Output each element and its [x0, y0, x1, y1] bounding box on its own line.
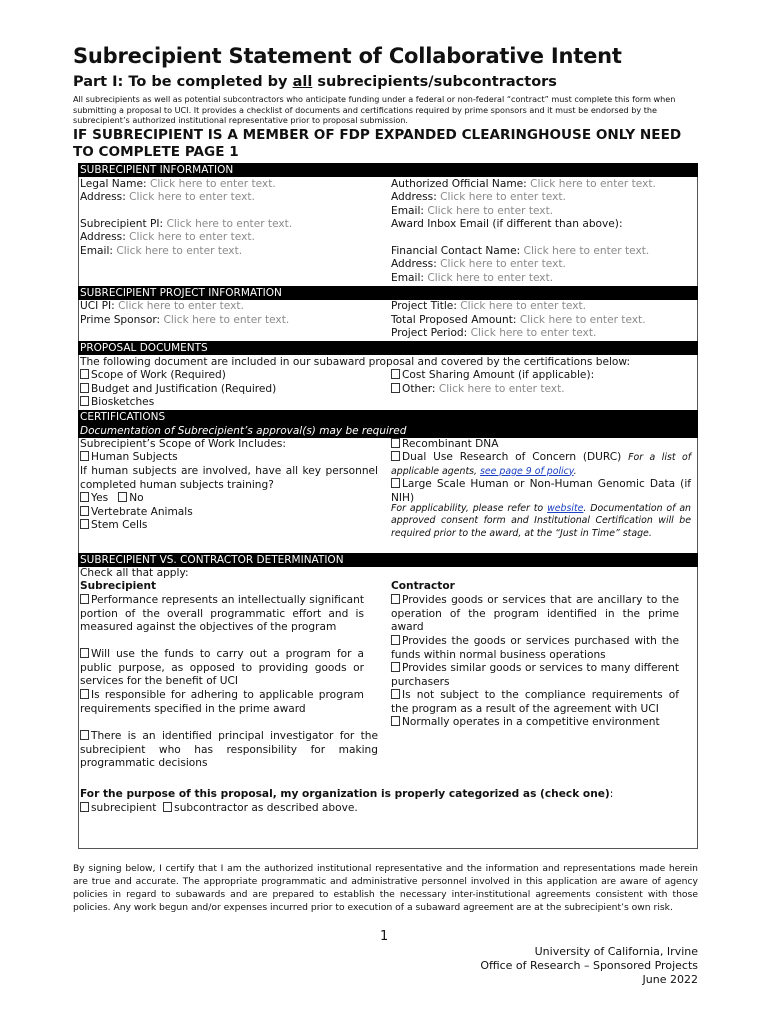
stem-cells-row: Stem Cells — [80, 519, 147, 533]
page-title: Subrecipient Statement of Collaborative Intent — [73, 44, 622, 68]
uci-pi-field[interactable]: Click here to enter text. — [118, 300, 244, 312]
authorized-official-field[interactable]: Click here to enter text. — [530, 178, 656, 190]
genomic-checkbox[interactable] — [391, 478, 400, 488]
part-one-heading: Part I: To be completed by all subrecipients/subcontractors — [73, 74, 557, 90]
total-amount-row: Total Proposed Amount: Click here to enter text. — [391, 314, 646, 326]
ao-email-row: Email: Click here to enter text. — [391, 205, 554, 217]
subrecipient-option-checkbox[interactable] — [80, 802, 89, 812]
pi-address-row: Address: Click here to enter text. — [80, 231, 255, 243]
check-all-label: Check all that apply: — [80, 567, 189, 579]
ao-address-field[interactable]: Click here to enter text. — [440, 191, 566, 203]
yes-checkbox[interactable] — [80, 492, 89, 502]
project-period-field[interactable]: Click here to enter text. — [470, 327, 597, 339]
con-item-1: Provides goods or services that are ancillary to the operation of the program identified in the prime award — [391, 594, 679, 633]
recombinant-checkbox[interactable] — [391, 438, 400, 448]
financial-contact-row: Financial Contact Name: Click here to enter text. — [391, 245, 650, 257]
sub-item-4: There is an identified principal investigator for the subrecipient who has responsibility for making programmatic decisions — [80, 730, 378, 769]
no-checkbox[interactable] — [118, 492, 127, 502]
financial-contact-field[interactable]: Click here to enter text. — [523, 245, 650, 257]
con-item-5: Normally operates in a competitive environment — [391, 716, 660, 730]
con-item-3-checkbox[interactable] — [391, 662, 400, 672]
fin-email-field[interactable]: Click here to enter text. — [427, 272, 554, 284]
uci-pi-row: UCI PI: Click here to enter text. — [80, 300, 244, 312]
cost-sharing-row: Cost Sharing Amount (if applicable): — [391, 369, 594, 383]
vertebrate-checkbox[interactable] — [80, 506, 89, 516]
other-row: Other: Click here to enter text. — [391, 383, 565, 397]
subrecipient-pi-row: Subrecipient PI: Click here to enter text. — [80, 218, 293, 230]
human-subjects-checkbox[interactable] — [80, 451, 89, 461]
section-certifications: CERTIFICATIONS Documentation of Subrecipient’s approval(s) may be required — [78, 410, 698, 438]
revision-date: June 2022 — [642, 972, 698, 986]
subrecipient-pi-field[interactable]: Click here to enter text. — [166, 218, 293, 230]
con-item-1-checkbox[interactable] — [391, 594, 400, 604]
durc-policy-link[interactable]: see page 9 of policy — [480, 465, 574, 477]
legal-name-field[interactable]: Click here to enter text. — [149, 178, 276, 190]
pi-email-field[interactable]: Click here to enter text. — [116, 245, 243, 257]
section-determination: SUBRECIPIENT VS. CONTRACTOR DETERMINATION — [78, 553, 698, 567]
applicability-note: For applicability, please refer to website. Documentation of an approved consent form and Institutional Certification will be required prior to the award, at the “Just in Time” stage. — [391, 503, 692, 539]
sub-item-3-checkbox[interactable] — [80, 689, 89, 699]
ao-email-field[interactable]: Click here to enter text. — [427, 205, 554, 217]
fdp-notice: IF SUBRECIPIENT IS A MEMBER OF FDP EXPANDED CLEARINGHOUSE ONLY NEED TO COMPLETE PAGE 1 — [73, 127, 682, 160]
ao-address-row: Address: Click here to enter text. — [391, 191, 566, 203]
durc-checkbox[interactable] — [391, 451, 400, 461]
pi-email-row: Email: Click here to enter text. — [80, 245, 243, 257]
sub-item-2: Will use the funds to carry out a program for a public purpose, as opposed to providing goods or services for the benefit of UCI — [80, 648, 364, 687]
other-field[interactable]: Click here to enter text. — [438, 383, 565, 395]
con-item-4-checkbox[interactable] — [391, 689, 400, 699]
sub-item-4-checkbox[interactable] — [80, 730, 89, 740]
scope-of-work-row: Scope of Work (Required) — [80, 369, 226, 383]
university-name: University of California, Irvine — [534, 945, 698, 958]
cost-sharing-checkbox[interactable] — [391, 369, 400, 379]
project-title-field[interactable]: Click here to enter text. — [460, 300, 587, 312]
subcontractor-option-checkbox[interactable] — [163, 802, 172, 812]
legal-name-row: Legal Name: Click here to enter text. — [80, 178, 276, 190]
office-name: Office of Research – Sponsored Projects — [480, 958, 698, 972]
category-choice-row: subrecipient subcontractor as described above. — [80, 802, 358, 816]
purpose-statement: For the purpose of this proposal, my organization is properly categorized as (check one): — [80, 788, 614, 800]
other-checkbox[interactable] — [391, 383, 400, 393]
contractor-heading: Contractor — [391, 580, 455, 592]
fin-address-field[interactable]: Click here to enter text. — [440, 258, 566, 270]
section-project-information: SUBRECIPIENT PROJECT INFORMATION — [78, 286, 698, 300]
prime-sponsor-field[interactable]: Click here to enter text. — [163, 314, 290, 326]
con-item-3: Provides similar goods or services to many different purchasers — [391, 662, 679, 688]
pi-address-field[interactable]: Click here to enter text. — [129, 231, 255, 243]
genomic-row: Large Scale Human or Non-Human Genomic Data (if NIH) — [391, 478, 691, 504]
total-amount-field[interactable]: Click here to enter text. — [519, 314, 646, 326]
fin-address-row: Address: Click here to enter text. — [391, 258, 566, 270]
biosketches-checkbox[interactable] — [80, 396, 89, 406]
sub-item-2-checkbox[interactable] — [80, 648, 89, 658]
scope-of-work-checkbox[interactable] — [80, 369, 89, 379]
certifications-subheader: Documentation of Subrecipient’s approval(s) may be required — [80, 425, 407, 437]
intro-paragraph: All subrecipients as well as potential subcontractors who anticipate funding under a federal or non-federal “contract” must complete this form when submitting a proposal to UCI. It provides a checklist of documents and certifications required by prime sponsors and it must be endorsed by the subrecipient’s authorized institutional representative prior to proposal submission. — [73, 94, 676, 126]
sub-item-1-checkbox[interactable] — [80, 594, 89, 604]
certification-statement: By signing below, I certify that I am the authorized institutional representative and the information and representations made herein are true and accurate. The appropriate programmatic and administrative personnel involved in this application are aware of agency policies in regard to subawards and are prepared to establish the necessary inter-institutional agreements consistent with those policies. Any work begun and/or expenses incurred prior to execution of a subaward agreement are at the subrecipient’s own risk. — [73, 863, 698, 913]
vertebrate-row: Vertebrate Animals — [80, 506, 193, 520]
proposal-docs-lead: The following document are included in our subaward proposal and covered by the certifications below: — [80, 356, 631, 368]
address-field[interactable]: Click here to enter text. — [129, 191, 255, 203]
organization-block — [480, 945, 698, 986]
part-one-emphasis: all — [292, 74, 313, 90]
human-subjects-row: Human Subjects — [80, 451, 178, 465]
authorized-official-row: Authorized Official Name: Click here to enter text. — [391, 178, 656, 190]
training-answer-row: Yes No — [80, 492, 144, 506]
con-item-5-checkbox[interactable] — [391, 716, 400, 726]
durc-row: Dual Use Research of Concern (DURC) For a list of applicable agents, see page 9 of policy. — [391, 451, 691, 477]
address-row: Address: Click here to enter text. — [80, 191, 255, 203]
stem-cells-checkbox[interactable] — [80, 519, 89, 529]
budget-checkbox[interactable] — [80, 383, 89, 393]
con-item-4: Is not subject to the compliance requirements of the program as a result of the agreement with UCI — [391, 689, 679, 715]
project-title-row: Project Title: Click here to enter text. — [391, 300, 587, 312]
prime-sponsor-row: Prime Sponsor: Click here to enter text. — [80, 314, 290, 326]
scope-includes-label: Subrecipient’s Scope of Work Includes: — [80, 438, 286, 450]
subrecipient-heading: Subrecipient — [80, 580, 157, 592]
biosketches-row: Biosketches — [80, 396, 154, 410]
sub-item-1: Performance represents an intellectually significant portion of the overall programmatic effort and is measured against the objectives of the program — [80, 594, 365, 633]
section-subrecipient-information: SUBRECIPIENT INFORMATION — [78, 163, 698, 177]
page-number: 1 — [380, 929, 389, 944]
section-proposal-documents: PROPOSAL DOCUMENTS — [78, 341, 698, 355]
project-period-row: Project Period: Click here to enter text. — [391, 327, 597, 339]
budget-row: Budget and Justification (Required) — [80, 383, 276, 397]
con-item-2: Provides the goods or services purchased with the funds within normal business operations — [391, 635, 679, 661]
con-item-2-checkbox[interactable] — [391, 635, 400, 645]
website-link[interactable]: website — [547, 503, 584, 514]
recombinant-row: Recombinant DNA — [391, 438, 498, 452]
fin-email-row: Email: Click here to enter text. — [391, 272, 554, 284]
sub-item-3: Is responsible for adhering to applicable program requirements specified in the prime award — [80, 689, 364, 715]
award-inbox-label: Award Inbox Email (if different than above): — [391, 218, 623, 230]
training-question: If human subjects are involved, have all key personnel completed human subjects training? — [80, 465, 378, 491]
